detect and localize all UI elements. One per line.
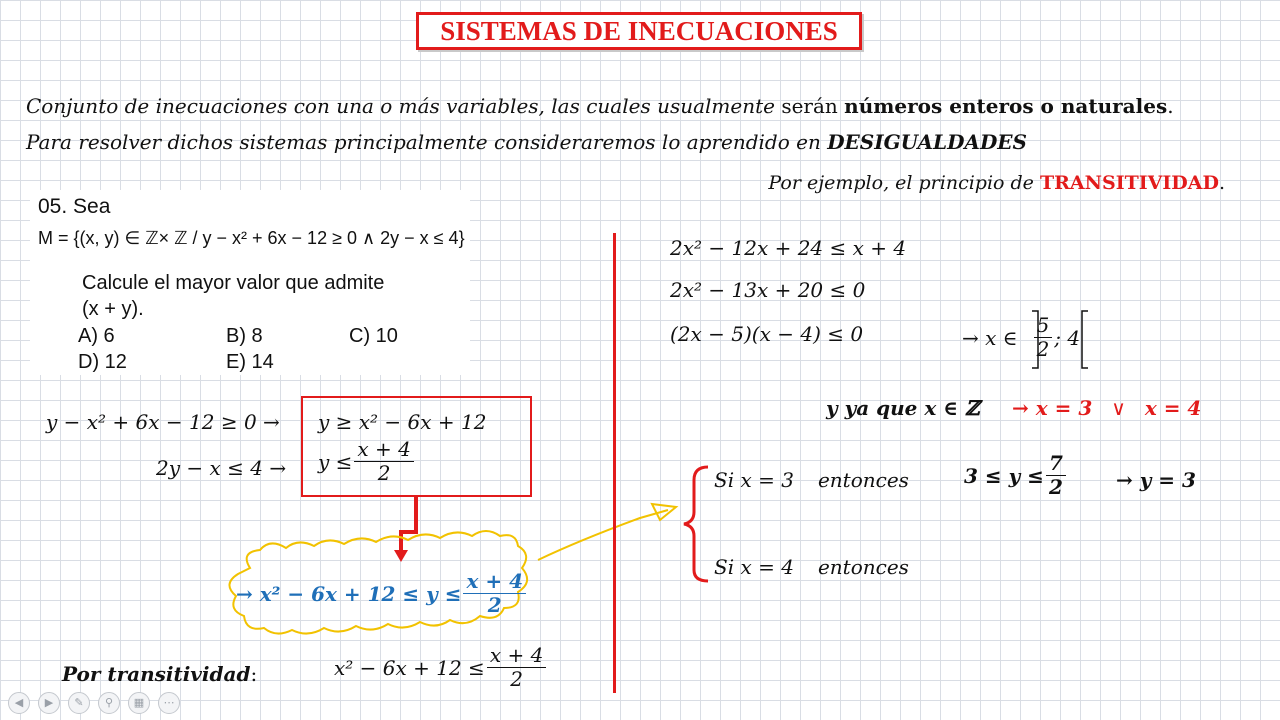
step-2: 2x² − 13x + 20 ≤ 0 [670,278,866,302]
transitivity-inequality [334,644,548,691]
case-text: entonces [817,468,909,492]
fraction [463,570,526,617]
intro-text: Conjunto de inecuaciones con una o más variables, las cuales usualmente [26,94,782,118]
fraction-denominator: 2 [377,461,391,485]
case-ineq: 3 ≤ y ≤ [964,463,1044,488]
intro-emphasis: números enteros o naturales [844,94,1168,118]
zoom-icon[interactable]: ⚲ [98,692,120,714]
inequality-text: y ≤ [318,449,353,474]
case-1-result: → y = 3 [1116,468,1196,492]
step-3: (2x − 5)(x − 4) ≤ 0 [670,322,864,346]
fraction [1034,314,1053,361]
problem-question: Calcule el mayor valor que admite [82,272,385,294]
fraction [487,644,546,691]
intro-text: Por ejemplo, el principio de [768,172,1040,194]
integer-condition [826,396,980,420]
slide-toolbar [8,692,180,716]
label-text: Por transitividad [62,662,251,686]
interval-solution [962,314,1080,361]
page-title: SISTEMAS DE INECUACIONES [416,12,862,50]
step-1: 2x² − 12x + 24 ≤ x + 4 [670,236,907,260]
vertical-divider [613,233,616,693]
interval-text: → x ∈ [962,325,1018,350]
inequality-2-lhs: 2y − x ≤ 4 → [156,456,287,480]
intro-text: Para resolver dichos sistemas principalmente consideraremos lo aprendido en [26,130,828,154]
option-c: C) 10 [349,325,398,347]
intro-text: . [1167,94,1174,118]
option-b: B) 8 [226,325,263,347]
fraction-numerator: x + 4 [463,570,526,594]
more-options-icon[interactable]: ⋯ [158,692,180,714]
fraction-denominator: 2 [1036,337,1050,361]
previous-slide-icon[interactable]: ◀ [8,692,30,714]
option-d: D) 12 [78,351,127,373]
inequality-1-rhs: y ≥ x² − 6x + 12 [318,410,487,434]
label-colon: : [250,662,258,686]
intro-text: serán [781,94,845,118]
pen-icon[interactable]: ✎ [68,692,90,714]
option-e: E) 14 [226,351,274,373]
problem-set-definition: M = {(x, y) ∈ ℤ× ℤ / y − x² + 6x − 12 ≥ 0 ∧ 2y − x ≤ 4} [38,228,465,248]
problem-question: (x + y). [82,298,144,320]
case-text: Si x = 3 [714,468,794,492]
intro-emphasis: TRANSITIVIDAD [1039,172,1219,194]
value-text: x = 4 [1144,396,1202,420]
case-1-bounds [964,452,1068,499]
case-1 [714,468,909,492]
interval-text: ; 4 [1054,325,1081,350]
condition-text: x ∈ ℤ [924,396,980,420]
inequality-1-lhs: y − x² + 6x − 12 ≥ 0 → [46,410,280,434]
or-symbol: ∨ [1111,396,1126,420]
condition-text: y ya que [826,396,925,420]
problem-number: 05. Sea [38,195,111,218]
case-text: entonces [817,555,909,579]
option-a: A) 6 [78,325,115,347]
fraction-denominator: 2 [1048,475,1063,499]
integer-values [1012,396,1201,420]
fraction-numerator: x + 4 [354,438,413,462]
intro-text: . [1218,172,1225,194]
combined-inequality [236,570,528,617]
fraction-numerator: 7 [1046,452,1066,476]
inequality-text: → x² − 6x + 12 ≤ y ≤ [236,581,462,606]
value-text: → x = 3 [1012,396,1093,420]
intro-emphasis: DESIGUALDADES [827,130,1027,154]
fraction-numerator: 5 [1034,314,1053,338]
inequality-text: x² − 6x + 12 ≤ [334,655,485,680]
transitivity-label [62,662,257,686]
fraction [1046,452,1066,499]
slides-grid-icon[interactable]: ▦ [128,692,150,714]
case-text: Si x = 4 [714,555,794,579]
next-slide-icon[interactable]: ▶ [38,692,60,714]
fraction-denominator: 2 [510,667,523,691]
case-2 [714,555,909,579]
fraction-denominator: 2 [487,593,502,617]
fraction-numerator: x + 4 [487,644,546,668]
